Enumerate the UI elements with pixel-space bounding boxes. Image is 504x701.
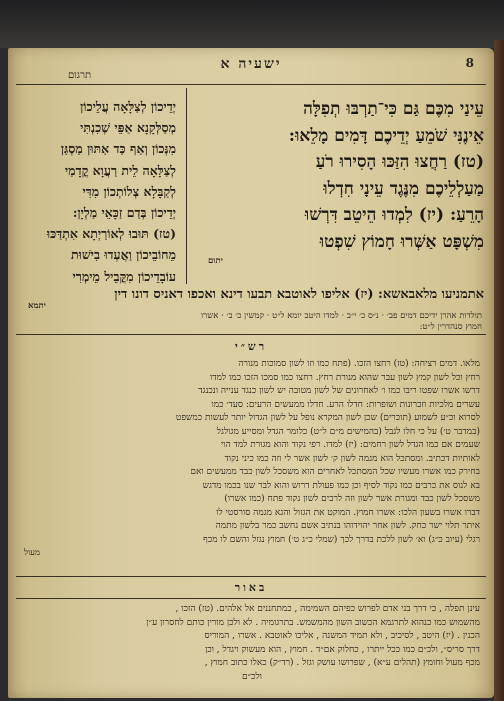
biur-line: ולכ״ם [242,671,262,682]
page-number: 8 [465,56,474,70]
scripture-targum-joined-line: אתמניעו מלאבאשא: (יז) אליפו לאוטבא תבעו דינא ואכפו דאניס דונו דין [114,287,484,302]
rashi-heading: רש״י [234,340,268,353]
rashi-catchword: מעול [24,548,40,558]
biur-line: עינן תפלה , כי דרך בני אדם לפרוש כפיהם השמימה , כמתחננים אל אלהים. (טז) הזכו , [175,604,480,614]
rashi-line: (במדבר ט׳) על כי חלו לגבל (בהמישים מ״ם ל״ט) כלומר הגדל ומסייע מגולגל [216,426,480,437]
rashi-line: רחץ וכל לשון קמץ לשון עבר שהוא מנורת רחץ. רחצו כמו סמכו הזכו כמו למדו [209,372,480,383]
targum-line: עוֹבָדֵיכוֹן מִקֳּבֵיל מֵימְרִי [72,268,176,284]
targum-line: לְצַלָּאָה לֵית רַעֲוָא קֳדָמַי [64,162,176,178]
biur-line: דרך סריס״, ולכ״ם כמו ככל ייתרו , כחלוק אם״ד . חמוץ , הוא מעשוק ויגדל , וכן [204,644,480,655]
scripture-line: מִשְׁפָּט אַשְּׁרוּ חָמוֹץ שִׁפְטוּ [319,231,484,252]
rashi-line: דרשו אשרו שפטו ריבו כמו ו׳ לאחרונים של לשון מטובה יש לשון כנגד ענייה ונכנגד [198,386,480,396]
rashi-line: דברו אשרו בשעון הלכו: אשרו חמוץ. המוקט את הגזול והגא מגמה סורסטי לו [216,507,480,518]
rashi-line: איתר תלוי ישר כחק. לשון אחר יהוידוהו בנתיב אשם נחשב כמר בלשון מתמה [215,521,480,531]
rashi-top-rule [16,334,486,335]
scripture-line: אֵינֶנִּי שֹׁמֵעַ יְדֵיכֶם דָּמִים מָלֵאוּ: [288,125,484,146]
scripture-column [208,96,484,267]
header-rule [16,84,486,85]
biur-top-rule [16,576,486,577]
rashi-line: רגלי (עיוב כ״ג) וא׳ לשון ללכת בדרך לכך (שמלי כ״ג ט׳) חמוץ נגזל והשם לו מכף [203,534,480,545]
rashi-line: לאותיות דכתיב. ומסתכל הוא מגמה לשון ק׳ לשון אשר לי וזה כמו כיני נקוד [224,453,480,464]
masorah-line: חמוץ סנהדרין ל״ט: [419,322,482,332]
book-spine [494,40,504,701]
scripture-line: מַעַלְלֵיכֶם מִנֶּגֶד עֵינָי חִדְלוּ [323,178,484,199]
scripture-line: (טז) רַחֲצוּ הִזַּכּוּ הָסִירוּ רֹעַ [315,152,484,172]
targum-line: מְסַלְּקָנָא אַפֵּי שְׁכִנְתִּי [80,120,176,136]
biur-heading: באור [234,581,268,594]
column-divider [186,88,187,284]
targum-column [16,96,176,287]
rashi-line: בחירק כמו אשרו מעשיו שכל המסתכל לאחרים הוא משסכל לשון כבד ממעשים ואם [190,467,480,477]
book-title: ישעיה א [220,56,282,72]
rashi-line: לסרוא וכ״ע לשמוע (תוכרים) שכן לשון המקרא נופל על לשון הגדול יותר לעשות כמשפט [175,413,480,423]
targum-line: לְקַבָּלָא צְלוֹתְכוֹן מִדִּי [82,183,176,199]
biur-commentary [24,603,480,684]
rashi-line: משסכל לשון כבד ומגורת אשר לשון וזה לרבים לשון נקוד פתח (כמו אשרו) [224,494,480,504]
targum-line: מִנְּכוֹן וְאַף כַּד אַתּוּן מַסְגַּן [60,141,176,157]
targum-line: יְדֵיכוֹן לְצַלָּאָה עֲלֵיכוֹן [80,99,176,114]
biur-line: מהשמוש כמו כנהוא לתרגמא הכשוב השון מהמשמש. בתרגומיה . לא ולכן מורין כותם לחסרון ע״ן [146,617,480,628]
rashi-line: שעמים אם כמו הגדל לשון רחמים: (יז) למדו. רפי נקוד והוא מגורת למד הוי [220,440,480,450]
biur-heading-rule [16,598,486,599]
targum-heading: תרגום [68,70,92,81]
biur-line: מכף מעול וחומץ (תהלים ע״א) , שפרושו עושק וגזל . (רד״ק) כאלו כתוב חמוץ , [204,658,480,668]
book-cover-top [0,0,504,48]
scripture-line: הָרֵעַ: (יז) לִמְדוּ הֵיטֵב דִּרְשׁוּ [304,205,484,225]
book-page [8,48,494,698]
scripture-catchword: יתום [208,256,223,266]
biur-line: הכנין . (יז) היטב , לסיכיב , ולא תמיד המשנה , אליכו לאוטבא . אשרו , המוריס [204,631,480,641]
masorah-line: תולדות אהרן ידיכם דמים פב׳ · נ״ס כ׳ י״ב · למדו היטב יומא ל״ט · קמשין כ׳ ב׳ · אשרו [200,311,482,321]
targum-line: (טז) תּוּבוּ לְאוֹרַיְתָא אִתְדַּכּוּ [46,226,176,242]
targum-line: יְדֵיכוֹן בְּדַם זַכָּאֵי מַלְיָן: [72,204,176,220]
targum-catchword: יתמא [28,301,46,311]
rashi-line: עשרים מלכיות וזכרונות ושופרות: חדלו הרע. חדלו ממעשים הרעים: סעד׳ כמו [211,399,480,410]
targum-line: מֵחוֹבֵיכוֹן וַאֲעְדוּ בִישׁוּת [71,247,176,263]
rashi-line: מלאו. דמים רציחה: (טז) רחצו הזכו. (פתח כמו וזו לשון סמוכות מנורה [238,359,480,369]
masorah-notes [20,310,482,332]
rashi-commentary [24,358,480,559]
scripture-line: עֵינַי מִכֶּם גַּם כִּי־תַרְבּוּ תְפִלָּה [303,99,484,119]
rashi-line: בא לנוס את כרבים כמו נקוד לסיף וכן כמו פעולת דרוש והוא לבר שנו בכמו מדגש [202,480,480,491]
